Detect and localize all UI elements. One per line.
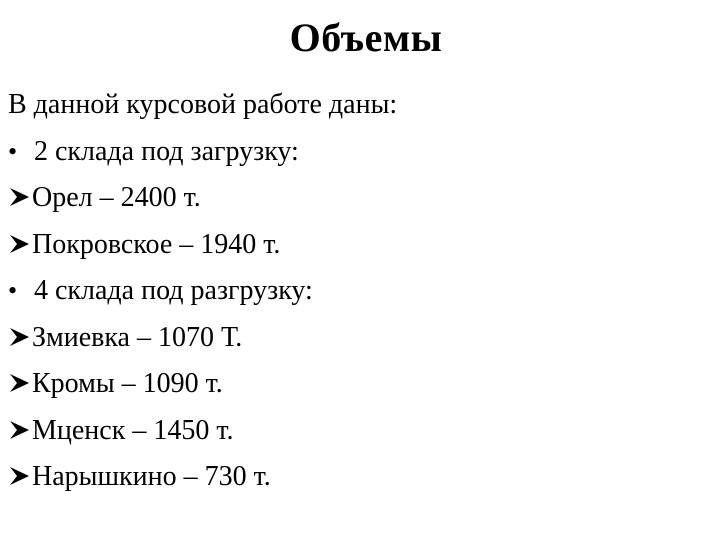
slide-title-text: Объемы xyxy=(289,15,443,60)
list-item-text: Нарышкино – 730 т. xyxy=(32,461,271,492)
arrow-bullet-icon xyxy=(8,222,32,269)
slide-title xyxy=(0,14,720,62)
list-item-text: Покровское – 1940 т. xyxy=(32,228,281,260)
list-item xyxy=(8,175,708,222)
arrow-bullet-icon xyxy=(8,454,32,501)
bullet-icon: • xyxy=(8,136,18,166)
list-item xyxy=(8,408,708,455)
arrow-bullet-icon xyxy=(8,361,32,408)
list-item xyxy=(8,454,708,501)
arrow-bullet-icon xyxy=(8,408,32,455)
list-item xyxy=(8,361,708,408)
slide-body xyxy=(8,82,708,501)
list-item xyxy=(8,222,708,269)
list-item-text: Мценск – 1450 т. xyxy=(32,414,234,446)
list-item xyxy=(8,315,708,362)
bullet-icon: • xyxy=(8,276,18,305)
intro-line xyxy=(8,82,708,129)
arrow-bullet-icon xyxy=(8,175,32,222)
list-item xyxy=(8,268,708,315)
arrow-bullet-icon xyxy=(8,315,32,362)
list-item xyxy=(8,129,708,176)
list-item-text: Орел – 2400 т. xyxy=(32,182,201,213)
list-item-text: Кромы – 1090 т. xyxy=(32,368,223,399)
list-item-text: 4 склада под разгрузку: xyxy=(34,275,313,306)
intro-text: В данной курсовой работе даны: xyxy=(8,89,398,120)
list-item-text: 2 склада под загрузку: xyxy=(34,135,299,167)
list-item-text: Змиевка – 1070 Т. xyxy=(32,321,243,353)
